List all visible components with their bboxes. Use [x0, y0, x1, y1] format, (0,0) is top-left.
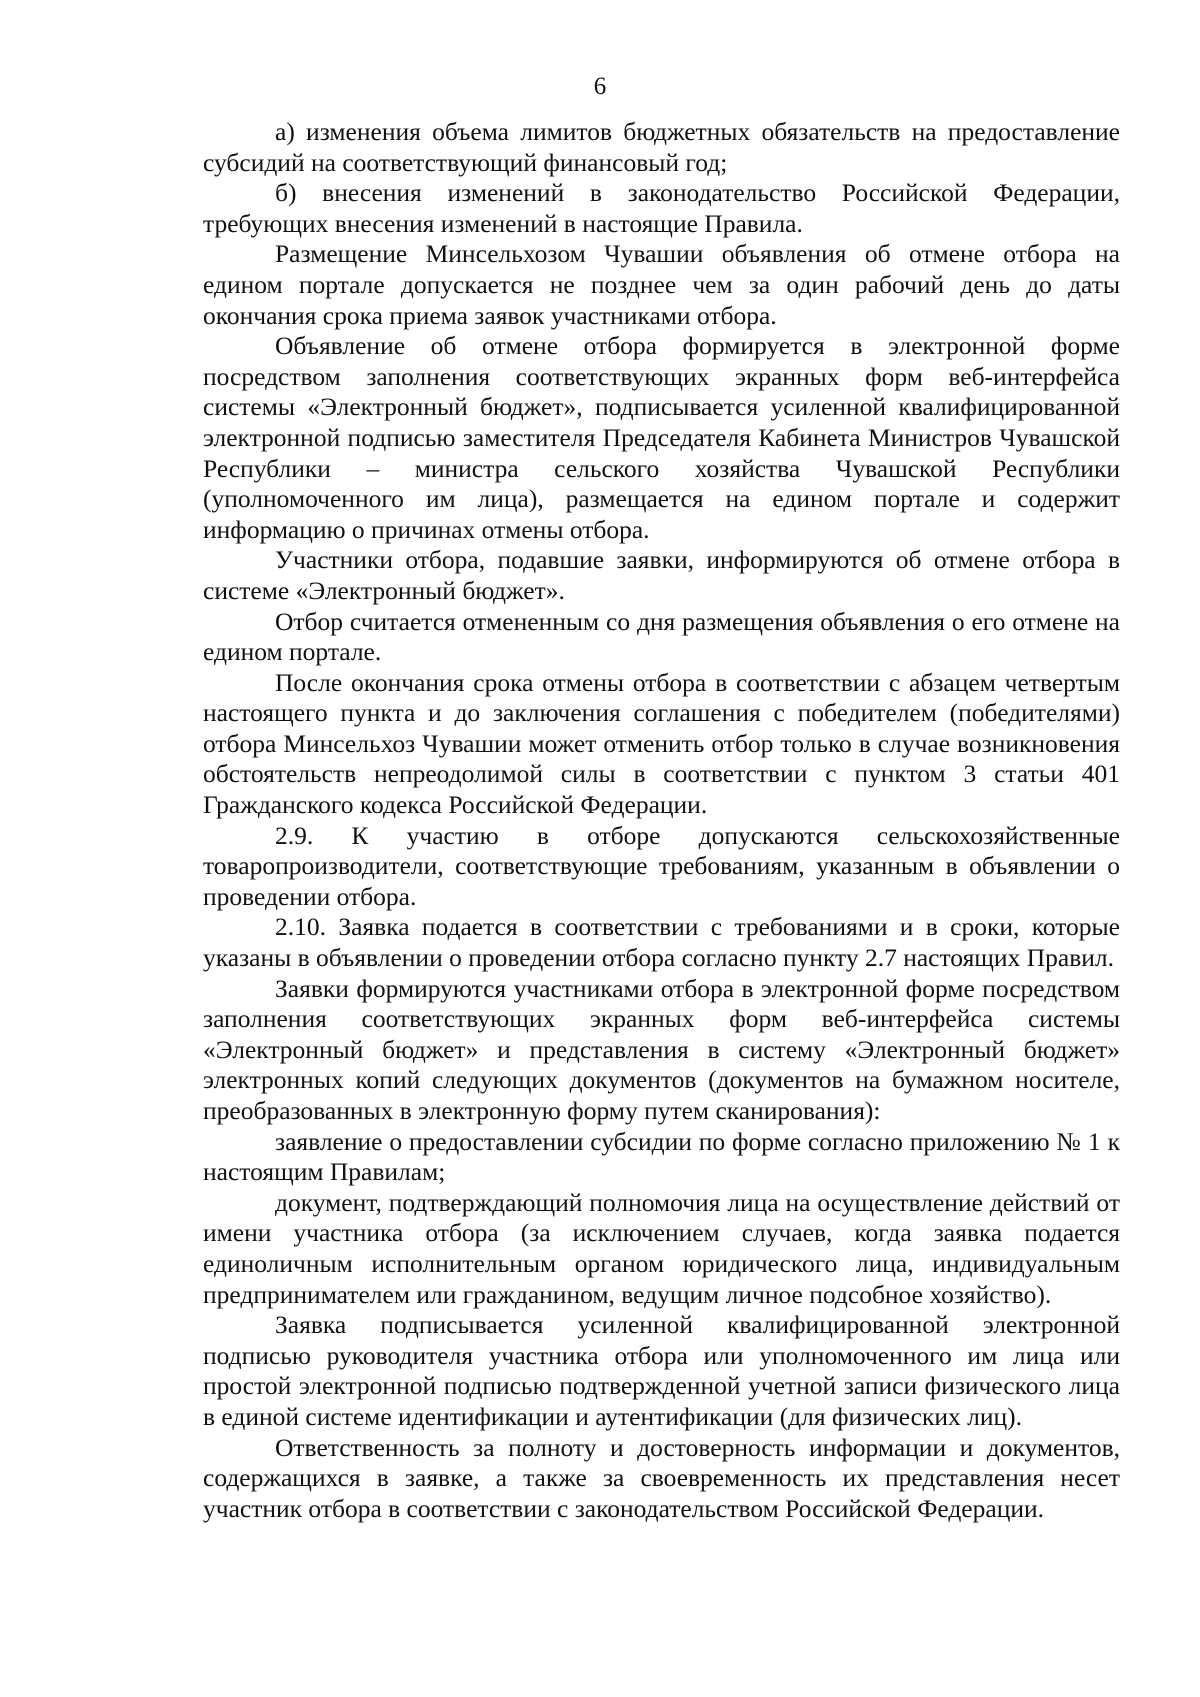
- paragraph-application-signature: Заявка подписывается усиленной квалифицированной электронной подписью руководителя участника отбора или уполномоченного им лица или простой электронной подписью подтвержденной учетной записи физического лица в единой системе идентификации и аутентификации (для физических лиц).: [203, 1310, 1120, 1431]
- paragraph-clause-2-10: 2.10. Заявка подается в соответствии с требованиями и в сроки, которые указаны в объявлении о проведении отбора согласно пункту 2.7 настоящих Правил.: [203, 912, 1120, 973]
- paragraph-authority-document: документ, подтверждающий полномочия лица на осуществление действий от имени участника отбора (за исключением случаев, когда заявка подается единоличным исполнительным органом юридического лица, индивидуальным предпринимателем или гражданином, ведущим личное подсобное хозяйство).: [203, 1187, 1120, 1309]
- paragraph-cancellation-placement: Размещение Минсельхозом Чувашии объявления об отмене отбора на едином портале допускается не позднее чем за один рабочий день до даты окончания срока приема заявок участниками отбора.: [203, 239, 1120, 330]
- paragraph-item-b: б) внесения изменений в законодательство Российской Федерации, требующих внесения изменений в настоящие Правила.: [203, 178, 1120, 238]
- paragraph-responsibility: Ответственность за полноту и достоверность информации и документов, содержащихся в заявке, а также за своевременность их представления несет участник отбора в соответствии с законодательством Российской Федерации.: [203, 1432, 1120, 1523]
- paragraph-applications-formed: Заявки формируются участниками отбора в электронной форме посредством заполнения соответствующих экранных форм веб-интерфейса системы «Электронный бюджет» и представления в систему «Электронный бюджет» электронных копий следующих документов (документов на бумажном носителе, преобразованных в электронную форму путем сканирования):: [203, 973, 1120, 1125]
- paragraph-cancellation-announcement: Объявление об отмене отбора формируется в электронной форме посредством заполнения соответствующих экранных форм веб-интерфейса системы «Электронный бюджет», подписывается усиленной квалифицированной электронной подписью заместителя Председателя Кабинета Министров Чувашской Республики – министра сельского хозяйства Чувашской Республики (уполномоченного им лица), размещается на едином портале и содержит информацию о причинах отмены отбора.: [203, 331, 1120, 544]
- paragraph-participants-informed: Участники отбора, подавшие заявки, информируются об отмене отбора в системе «Электронный бюджет».: [203, 545, 1120, 605]
- paragraph-force-majeure: После окончания срока отмены отбора в соответствии с абзацем четвертым настоящего пункта и до заключения соглашения с победителем (победителями) отбора Минсельхоз Чувашии может отменить отбор только в случае возникновения обстоятельств непреодолимой силы в соответствии с пунктом 3 статьи 401 Гражданского кодекса Российской Федерации.: [203, 667, 1120, 820]
- page-number: 6: [593, 73, 607, 100]
- paragraph-subsidy-application: заявление о предоставлении субсидии по форме согласно приложению № 1 к настоящим Правилам;: [203, 1126, 1120, 1187]
- paragraph-item-a: а) изменения объема лимитов бюджетных обязательств на предоставление субсидий на соответствующий финансовый год;: [203, 117, 1120, 177]
- document-body: [203, 117, 1120, 1524]
- paragraph-selection-cancelled: Отбор считается отмененным со дня размещения объявления о его отмене на едином портале.: [203, 606, 1120, 667]
- paragraph-clause-2-9: 2.9. К участию в отборе допускаются сельскохозяйственные товаропроизводители, соответствующие требованиям, указанным в объявлении о проведении отбора.: [203, 820, 1120, 911]
